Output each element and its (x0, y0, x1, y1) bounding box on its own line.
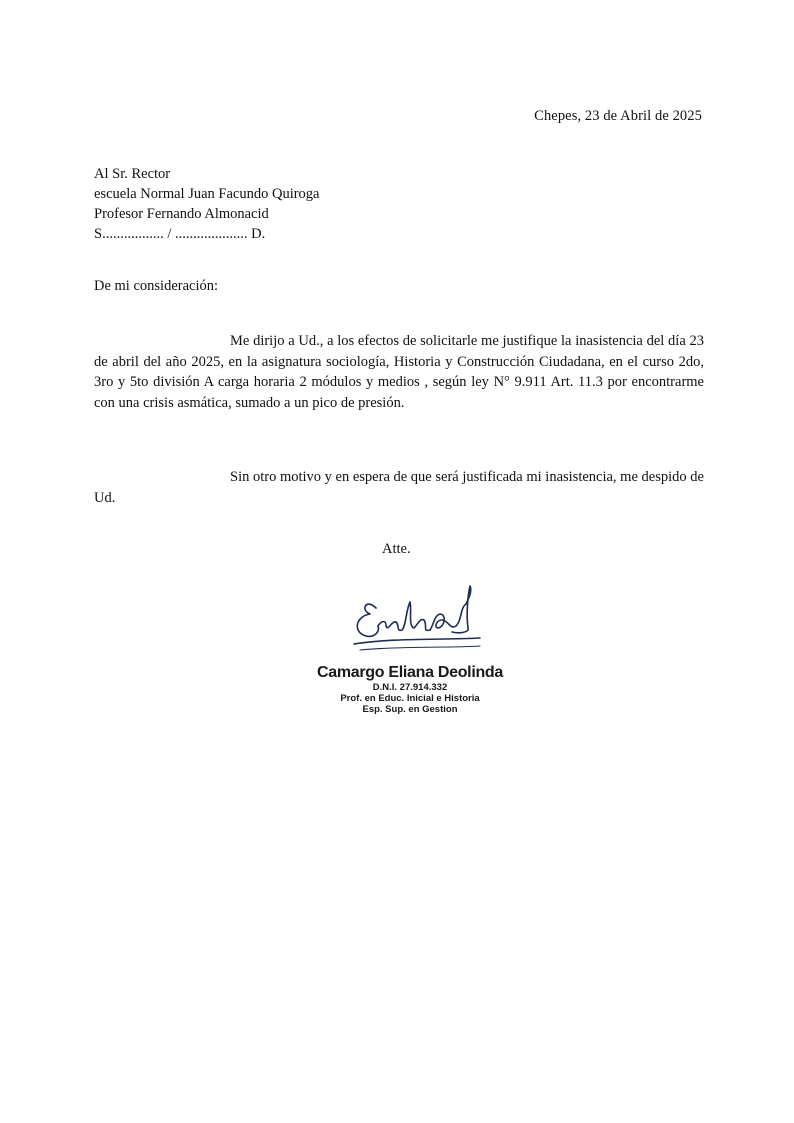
handwritten-signature-icon (330, 580, 490, 670)
addressee-salutation-line: S................. / .................... D. (94, 226, 266, 242)
greeting: De mi consideración: (94, 278, 219, 294)
stamp-specialty: Esp. Sup. en Gestion (362, 704, 458, 715)
farewell: Atte. (382, 541, 411, 557)
addressee-name: Profesor Fernando Almonacid (94, 206, 269, 222)
addressee-title: Al Sr. Rector (94, 166, 171, 182)
stamp-name: Camargo Eliana Deolinda (316, 664, 504, 681)
signature-stamp (310, 664, 510, 715)
addressee-school: escuela Normal Juan Facundo Quiroga (94, 186, 320, 202)
body-paragraph: Me dirijo a Ud., a los efectos de solicitarle me justifique la inasistencia del día 23 de abril del año 2025, en la asignatura sociología, Historia y Construcción Ciudadana, en el curso 2do, 3ro y 5to división A carga horaria 2 módulos y medios , según ley N° 9.911 Art. 11.3 por encontrarme con una crisis asmática, sumado a un pico de presión. (94, 333, 704, 411)
addressee-block (94, 164, 320, 244)
letter-date: Chepes, 23 de Abril de 2025 (534, 108, 702, 124)
closing-paragraph: Sin otro motivo y en espera de que será justificada mi inasistencia, me despido de Ud. (94, 469, 704, 506)
stamp-title: Prof. en Educ. Inicial e Historia (340, 693, 480, 704)
stamp-dni: D.N.I. 27.914.332 (372, 682, 448, 693)
signature-block (310, 580, 510, 740)
